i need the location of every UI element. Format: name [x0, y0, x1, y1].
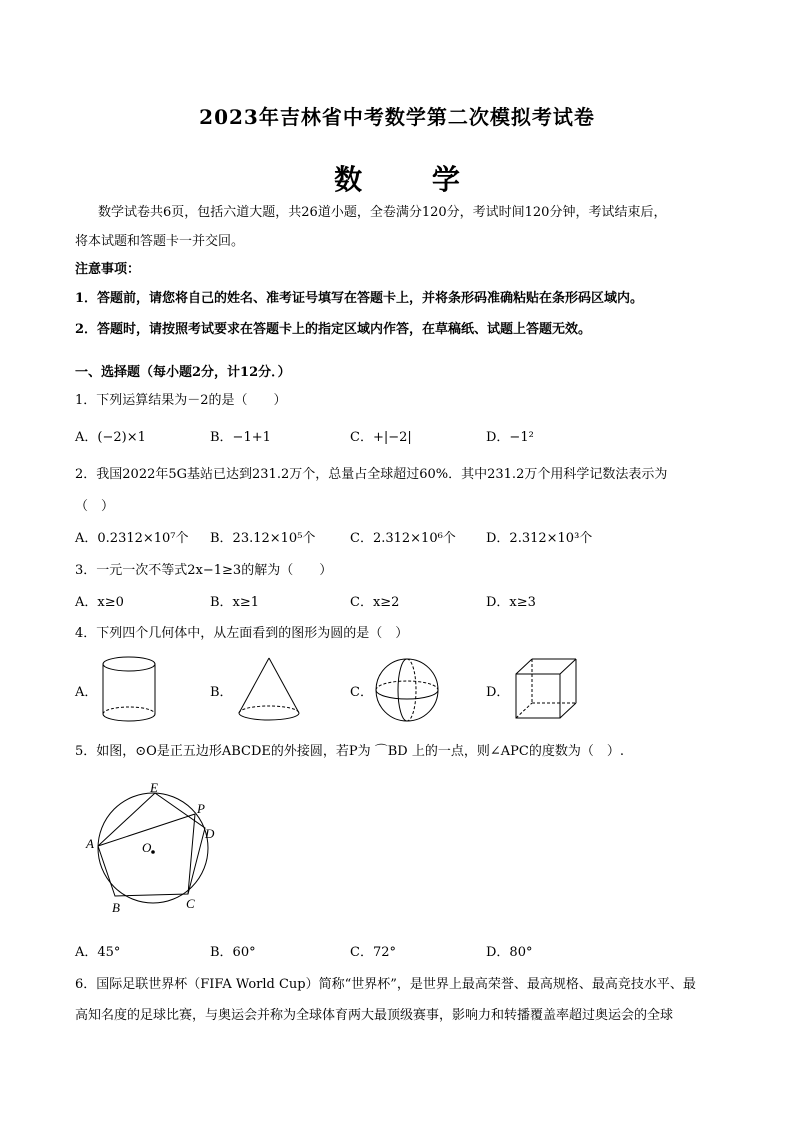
q1-stem: 1．下列运算结果为－2的是（ ） — [75, 393, 287, 408]
q5-option-a: A．45° — [75, 945, 121, 960]
q2-stem-line-1: 2．我国2022年5G基站已达到231.2万个，总量占全球超过60%．其中231.2万个用科学记数法表示为 — [75, 467, 668, 482]
q4-stem: 4．下列四个几何体中，从左面看到的图形为圆的是（ ） — [75, 626, 409, 641]
sphere-figure — [374, 657, 440, 723]
q5-option-b: B．60° — [210, 945, 256, 960]
intro-line-2: 将本试题和答题卡一并交回。 — [75, 234, 245, 249]
section-choice-heading: 一、选择题（每小题2分，计12分．） — [75, 365, 291, 380]
label-o: O — [142, 840, 152, 855]
label-b: B — [112, 900, 120, 915]
exam-title: 2023年吉林省中考数学第二次模拟考试卷 — [199, 105, 595, 129]
q3-option-d: D．x≥3 — [486, 595, 536, 610]
q3-option-b: B．x≥1 — [210, 595, 260, 610]
q4-option-a: A． — [75, 685, 98, 700]
q2-option-b: B．23.12×10⁵个 — [210, 531, 316, 546]
q4-option-b: B． — [210, 685, 233, 700]
q2-stem-line-2: （ ） — [75, 499, 115, 514]
subject-heading: 数 学 — [334, 163, 490, 196]
q1-option-c: C．+|−2| — [350, 430, 412, 445]
label-e: E — [150, 780, 158, 795]
q1-option-d: D．−1² — [486, 430, 534, 445]
q2-option-d: D．2.312×10³个 — [486, 531, 593, 546]
cylinder-figure — [100, 655, 158, 723]
label-c: C — [186, 896, 195, 911]
q5-stem: 5．如图，⊙O是正五边形ABCDE的外接圆，若P为 ⌒BD 上的一点，则∠APC的度数为（ ）. — [75, 744, 624, 759]
cube-figure — [513, 656, 579, 722]
q4-option-c: C． — [350, 685, 373, 700]
q6-line-1: 6．国际足联世界杯（FIFA World Cup）简称“世界杯”，是世界上最高荣誉、最高规格、最高竞技水平、最 — [75, 977, 696, 992]
q4-option-d: D． — [486, 685, 510, 700]
label-p: P — [197, 801, 205, 816]
cone-figure — [236, 655, 302, 723]
label-d: D — [205, 826, 215, 841]
notes-heading: 注意事项： — [75, 262, 141, 277]
q3-option-a: A．x≥0 — [75, 595, 124, 610]
note-1: 1．答题前，请您将自己的姓名、准考证号填写在答题卡上，并将条形码准确粘贴在条形码区域内。 — [75, 291, 644, 306]
pentagon-circle-figure — [80, 776, 225, 916]
label-a: A — [86, 836, 94, 851]
q2-option-c: C．2.312×10⁶个 — [350, 531, 456, 546]
q2-option-a: A．0.2312×10⁷个 — [75, 531, 189, 546]
q1-option-a: A．(−2)×1 — [75, 430, 146, 445]
q3-stem: 3．一元一次不等式2x−1≥3的解为（ ） — [75, 563, 333, 578]
q5-option-c: C．72° — [350, 945, 396, 960]
q1-option-b: B．−1+1 — [210, 430, 271, 445]
q6-line-2: 高知名度的足球比赛，与奥运会并称为全球体育两大最顶级赛事，影响力和转播覆盖率超过奥运会的全球 — [75, 1008, 674, 1023]
q5-option-d: D．80° — [486, 945, 533, 960]
note-2: 2．答题时，请按照考试要求在答题卡上的指定区域内作答，在草稿纸、试题上答题无效。 — [75, 322, 592, 337]
intro-line-1: 数学试卷共6页，包括六道大题，共26道小题，全卷满分120分，考试时间120分钟，考试结束后， — [98, 205, 667, 220]
q3-option-c: C．x≥2 — [350, 595, 400, 610]
